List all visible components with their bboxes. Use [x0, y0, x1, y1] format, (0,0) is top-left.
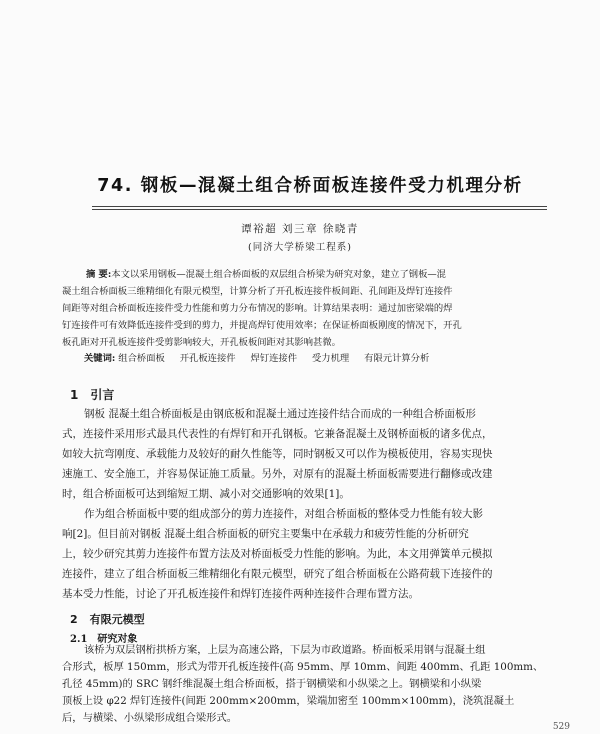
text-line: 连接件，建立了组合桥面板三维精细化有限元模型，研究了组合桥面板在公路荷载下连接件的 — [62, 568, 493, 580]
keyword: 焊钉连接件 — [250, 353, 298, 364]
keyword: 有限元计算分析 — [364, 353, 430, 364]
keywords — [84, 350, 554, 364]
text-line: 孔径 45mm)的 SRC 钢纤维混凝土组合桥面板，搭于钢横梁和小纵梁之上。钢横梁和小纵梁 — [62, 678, 482, 690]
abstract-line: 凝土组合桥面板三维精细化有限元模型，计算分析了开孔板连接件板间距、孔间距及焊钉连接件 — [62, 286, 453, 297]
abstract — [62, 266, 550, 351]
text-line: 作为组合桥面板中要的组成部分的剪力连接件，对组合桥面板的整体受力性能有较大影 — [84, 508, 483, 520]
text-line: 该桥为双层钢桁拱桥方案，上层为高速公路，下层为市政道路。桥面板采用钢与混凝土组 — [84, 644, 486, 656]
keywords-label: 关键词: — [84, 353, 116, 364]
text-line: 合形式，板厚 150mm，形式为带开孔板连接件(高 95mm、厚 10mm、间距 400mm、孔距 100mm、 — [62, 661, 544, 673]
intro-paragraph-1 — [62, 404, 550, 504]
affiliation: (同济大学桥梁工程系) — [248, 242, 352, 253]
intro-paragraph-2 — [62, 504, 550, 604]
authors: 谭裕超 刘三章 徐晓青 — [241, 223, 359, 235]
subsection-heading-2-1: 2.1 研究对象 — [70, 634, 138, 645]
text-line: 钢板 混凝土组合桥面板是由钢底板和混凝土通过连接件结合而成的一种组合桥面板形 — [84, 408, 476, 420]
paper-title: 74. 钢板—混凝土组合桥面板连接件受力机理分析 — [97, 176, 523, 196]
text-line: 上，较少研究其剪力连接件布置方法及对桥面板受力性能的影响。为此，本文用弹簧单元模拟 — [62, 548, 493, 560]
keyword: 受力机理 — [312, 353, 350, 364]
keyword: 开孔板连接件 — [179, 353, 236, 364]
section-heading-1: 1 引言 — [70, 388, 115, 402]
title-rule-top — [92, 206, 547, 207]
keyword: 组合桥面板 — [118, 353, 165, 364]
text-line: 式，连接件采用形式最具代表性的有焊钉和开孔钢板。它兼备混凝土及钢桥面板的诸多优点， — [62, 428, 493, 440]
title-rule-bottom — [92, 209, 547, 210]
text-line: 顶板上设 φ22 焊钉连接件(间距 200mm×200mm，梁端加密至 100mm×100mm)，浇筑混凝土 — [62, 695, 515, 707]
text-line: 响[2]。但目前对钢板 混凝土组合桥面板的研究主要集中在承载力和疲劳性能的分析研究 — [62, 528, 469, 540]
text-line: 如较大抗弯刚度、承载能力及较好的耐久性能等，同时钢板又可以作为模板使用，容易实现快 — [62, 448, 493, 460]
study-object-paragraph — [62, 642, 550, 727]
text-line: 基本受力性能，讨论了开孔板连接件和焊钉连接件两种连接件合理布置方法。 — [62, 588, 419, 600]
abstract-line: 间距等对组合桥面板连接件受力性能和剪力分布情况的影响。计算结果表明：通过加密梁端的焊 — [62, 303, 453, 314]
abstract-label: 摘 要: — [86, 269, 112, 280]
abstract-line: 钉连接件可有效降低连接件受到的剪力，并提高焊钉使用效率；在保证桥面板刚度的情况下，开孔 — [62, 320, 462, 331]
section-heading-2: 2 有限元模型 — [70, 613, 145, 626]
abstract-line: 摘 要:本文以采用钢板—混凝土组合桥面板的双层组合桥梁为研究对象，建立了钢板—混 — [86, 269, 446, 280]
text-line: 速施工、安全施工，并容易保证施工质量。另外，对原有的混凝土桥面板需要进行翻修或改建 — [62, 468, 493, 480]
page-number: 529 — [552, 722, 570, 732]
text-line: 后，与横梁、小纵梁形成组合梁形式。 — [62, 712, 238, 724]
text-line: 时，组合桥面板可达到缩短工期、减小对交通影响的效果[1]。 — [62, 488, 350, 500]
abstract-line: 板孔距对开孔板连接件受剪影响较大，开孔板板间距对其影响甚微。 — [62, 337, 341, 348]
